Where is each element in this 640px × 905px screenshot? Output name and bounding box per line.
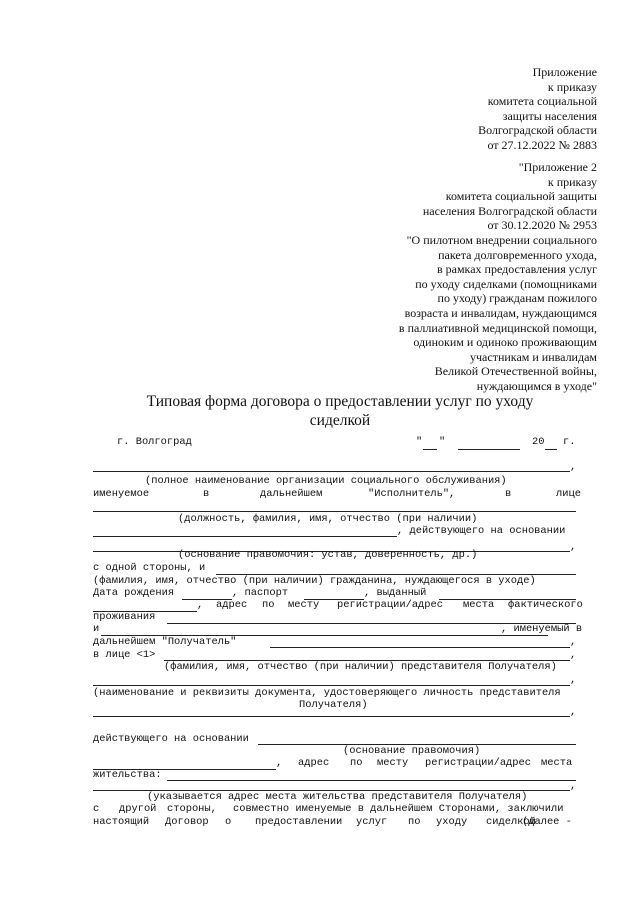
address-word: фактического: [508, 599, 583, 611]
final-word: услуг: [356, 816, 388, 828]
final-word: по: [408, 816, 421, 828]
other-side-word: с: [93, 803, 100, 815]
named-word: в: [203, 488, 210, 500]
appendix-2-line: в рамках предоставления услуг: [436, 262, 597, 277]
appendix-2-line: Великой Отечественной войны,: [434, 364, 597, 379]
date-quote-open: ": [416, 436, 423, 448]
hint-rep-address: (указывается адрес места жительства представителя Получателя): [147, 791, 528, 803]
trailing-comma: ,: [570, 461, 577, 473]
final-word: сиделкой: [486, 816, 536, 828]
appendix-2-line: пакета долговременного ухода,: [438, 247, 597, 262]
position-field[interactable]: [93, 511, 576, 512]
hint-authority: (основание правомочия: устав, доверенность, др.): [178, 549, 478, 561]
date-year-field[interactable]: [545, 449, 557, 450]
trailing-comma: ,: [570, 649, 577, 661]
appendix-2-line: по уходу) гражданам пожилого: [437, 291, 597, 306]
appendix-1-line: защиты населения: [502, 108, 597, 123]
hint-citizen: (фамилия, имя, отчество (при наличии) гражданина, нуждающегося в уходе): [93, 575, 536, 587]
final-word: Договор: [165, 816, 209, 828]
final-word: (далее -: [522, 816, 572, 828]
trailing-comma: ,: [570, 636, 577, 648]
date-quote-close: ": [439, 436, 446, 448]
appendix-1-header: [478, 65, 597, 153]
org-name-field[interactable]: [93, 471, 570, 472]
hint-representative: (фамилия, имя, отчество (при наличии) представителя Получателя): [164, 661, 557, 673]
address-word: ,: [197, 599, 204, 611]
final-word: предоставлении: [255, 816, 343, 828]
appendix-2-line: от 30.12.2020 № 2953: [487, 218, 597, 233]
acting-on-label: действующего на основании: [93, 733, 249, 745]
date-year-prefix: 20: [532, 436, 545, 448]
address-word: месту: [288, 599, 320, 611]
birth-date-label: Дата рождения: [93, 587, 175, 599]
hint-org-name: (полное наименование организации социального обслуживания): [145, 475, 507, 487]
trailing-comma: ,: [570, 541, 577, 553]
rep-address-word: по: [350, 757, 363, 769]
hint-document-line-2: Получателя): [299, 699, 368, 711]
other-side-word: стороны,: [167, 803, 217, 815]
date-year-suffix: г.: [563, 436, 576, 448]
hint-basis: (основание правомочия): [343, 745, 481, 757]
person-of-label: в лице <1>: [93, 649, 156, 661]
appendix-1-line: от 27.12.2022 № 2883: [487, 137, 597, 152]
final-word: уходу: [436, 816, 468, 828]
issued-label: , выданный: [364, 587, 427, 599]
other-side-word: другой: [119, 803, 157, 815]
and-label: и: [93, 623, 100, 635]
rep-address-word: регистрации/адрес: [425, 757, 532, 769]
named-word: дальнейшем: [260, 488, 323, 500]
appendix-2-line: одиноким и одиноко проживающим: [413, 335, 597, 350]
appendix-2-line: "О пилотном внедрении социального: [406, 232, 597, 247]
final-word: настоящий: [93, 816, 150, 828]
address-word: места: [463, 599, 495, 611]
rep-address-word: ,: [276, 757, 283, 769]
appendix-2-line: к приказу: [547, 174, 597, 189]
rep-residence-field[interactable]: [167, 780, 576, 781]
position-field-continued[interactable]: [93, 536, 397, 537]
rep-address-word: места: [541, 757, 573, 769]
passport-label: , паспорт: [232, 587, 289, 599]
title-line-1: Типовая форма договора о предоставлении услуг по уходу: [146, 393, 534, 410]
appendix-2-line: "Приложение 2: [518, 160, 597, 174]
named-word: в: [505, 488, 512, 500]
hint-document-line-1: (наименование и реквизиты документа, удостоверяющего личность представителя: [93, 687, 561, 699]
date-month-field[interactable]: [458, 449, 520, 450]
other-side-rest: совместно именуемые в дальнейшем Сторонами, заключили: [233, 803, 564, 815]
appendix-2-line: в паллиативной медицинской помощи,: [398, 320, 597, 335]
appendix-1-line: Приложение: [532, 65, 597, 79]
address-word: по: [262, 599, 275, 611]
date-day-field[interactable]: [423, 449, 437, 450]
appendix-2-line: возраста и инвалидам, нуждающимся: [404, 305, 597, 320]
named-word: "Исполнитель",: [368, 488, 456, 500]
appendix-2-header: [399, 160, 597, 394]
address-word: адрес: [216, 599, 248, 611]
residence-label: жительства:: [93, 769, 162, 781]
named-word: именуемое: [93, 488, 150, 500]
hint-position: (должность, фамилия, имя, отчество (при наличии): [178, 513, 478, 525]
appendix-1-line: комитета социальной: [487, 94, 597, 109]
rep-document-field[interactable]: [93, 685, 570, 686]
address-word: регистрации/адрес: [337, 599, 444, 611]
receiver-label: дальнейшем "Получатель": [93, 636, 237, 648]
appendix-1-line: Волгоградской области: [478, 123, 597, 138]
receiver-field[interactable]: [270, 647, 570, 648]
residing-label: проживания: [93, 611, 156, 623]
appendix-2-line: населения Волгоградской области: [422, 203, 597, 218]
trailing-comma: ,: [570, 780, 577, 792]
acting-basis-label: , действующего на основании: [397, 525, 566, 537]
document-title: [70, 392, 610, 430]
trailing-comma: ,: [570, 674, 577, 686]
rep-address-word: адрес: [298, 757, 330, 769]
appendix-2-line: участникам и инвалидам: [470, 349, 597, 364]
named-receiver-label: , именуемый в: [501, 623, 583, 635]
city-label: г. Волгоград: [117, 436, 192, 448]
named-word: лице: [556, 488, 581, 500]
rep-address-word: месту: [377, 757, 409, 769]
final-word: о: [225, 816, 232, 828]
one-side-label: с одной стороны, и: [93, 562, 206, 574]
appendix-2-line: по уходу сиделками (помощниками: [415, 276, 597, 291]
appendix-2-line: нуждающимся в уходе": [476, 378, 597, 393]
appendix-2-line: комитета социальной защиты: [445, 189, 597, 204]
trailing-comma: ,: [570, 706, 577, 718]
appendix-1-line: к приказу: [547, 79, 597, 94]
title-line-2: сиделкой: [309, 412, 371, 429]
rep-document-field-continued[interactable]: [93, 716, 570, 717]
